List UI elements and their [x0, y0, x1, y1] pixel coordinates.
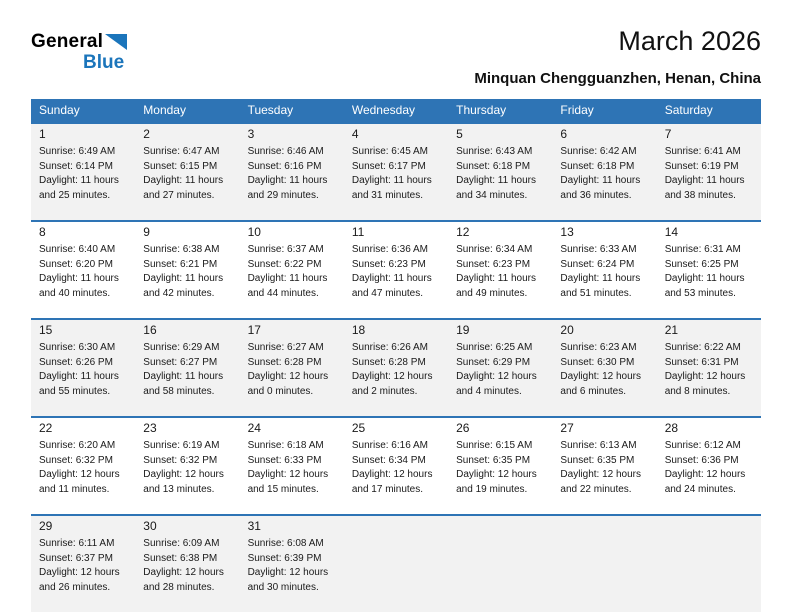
daylight-text: Daylight: 12 hours and 17 minutes. — [351, 469, 433, 495]
sunrise-text: Sunrise: 6:19 AM — [143, 440, 220, 451]
calendar-week-row — [31, 515, 761, 612]
sunrise-text: Sunrise: 6:30 AM — [39, 342, 116, 353]
daylight-text: Daylight: 11 hours and 29 minutes. — [247, 175, 328, 201]
day-number: 4 — [351, 127, 359, 141]
daylight-text: Daylight: 12 hours and 13 minutes. — [143, 469, 224, 495]
day-number: 3 — [247, 127, 255, 141]
sunset-text: Sunset: 6:29 PM — [456, 356, 531, 368]
sunrise-text: Sunrise: 6:15 AM — [456, 440, 533, 451]
sunrise-text: Sunrise: 6:22 AM — [664, 342, 741, 353]
sunset-text: Sunset: 6:15 PM — [143, 160, 218, 172]
sunrise-text: Sunrise: 6:16 AM — [351, 440, 428, 451]
sunrise-text: Sunrise: 6:23 AM — [560, 342, 637, 353]
sunset-text: Sunset: 6:14 PM — [39, 160, 113, 172]
sunset-text: Sunset: 6:25 PM — [664, 258, 739, 270]
calendar-day-cell — [657, 319, 761, 417]
day-number: 24 — [247, 421, 261, 435]
daylight-text: Daylight: 12 hours and 2 minutes. — [351, 371, 433, 397]
day-number: 31 — [247, 519, 261, 533]
sunset-text: Sunset: 6:26 PM — [39, 356, 113, 368]
sunrise-text: Sunrise: 6:36 AM — [351, 244, 428, 255]
sunrise-text: Sunrise: 6:45 AM — [351, 146, 428, 157]
day-number: 1 — [39, 127, 46, 141]
daylight-text: Daylight: 12 hours and 6 minutes. — [560, 371, 642, 397]
day-number: 29 — [39, 519, 53, 533]
day-number: 8 — [39, 225, 46, 239]
sunset-text: Sunset: 6:27 PM — [143, 356, 218, 368]
day-number: 12 — [456, 225, 470, 239]
calendar-day-cell — [448, 417, 552, 515]
calendar-day-cell — [31, 123, 135, 221]
sunset-text: Sunset: 6:35 PM — [560, 454, 635, 466]
calendar-day-cell — [448, 221, 552, 319]
calendar-week-row — [31, 319, 761, 417]
daylight-text: Daylight: 11 hours and 27 minutes. — [143, 175, 224, 201]
calendar-day-cell — [31, 417, 135, 515]
day-number: 10 — [247, 225, 261, 239]
daylight-text: Daylight: 12 hours and 15 minutes. — [247, 469, 329, 495]
sunset-text: Sunset: 6:28 PM — [351, 356, 426, 368]
calendar-day-cell — [657, 417, 761, 515]
logo-text-blue: Blue — [83, 52, 125, 73]
day-number: 6 — [560, 127, 568, 141]
calendar-day-cell — [448, 319, 552, 417]
logo-text-general: General — [31, 31, 104, 52]
sunset-text: Sunset: 6:24 PM — [560, 258, 635, 270]
daylight-text: Daylight: 12 hours and 4 minutes. — [456, 371, 537, 397]
calendar-day-cell — [240, 123, 344, 221]
weekday-header-saturday: Saturday — [657, 99, 761, 123]
day-number: 28 — [664, 421, 679, 435]
sunset-text: Sunset: 6:31 PM — [664, 356, 739, 368]
logo-top-row — [31, 32, 127, 54]
weekday-header-row — [31, 99, 761, 123]
daylight-text: Daylight: 12 hours and 22 minutes. — [560, 469, 642, 495]
calendar-day-cell — [552, 417, 656, 515]
daylight-text: Daylight: 12 hours and 19 minutes. — [456, 469, 537, 495]
sunrise-text: Sunrise: 6:11 AM — [39, 538, 115, 549]
weekday-header-sunday: Sunday — [31, 99, 135, 123]
calendar-day-cell — [657, 221, 761, 319]
day-number: 21 — [664, 323, 679, 337]
day-number: 25 — [351, 421, 366, 435]
sunrise-text: Sunrise: 6:27 AM — [247, 342, 324, 353]
calendar-day-cell — [344, 123, 448, 221]
calendar-day-cell — [240, 319, 344, 417]
sunset-text: Sunset: 6:28 PM — [247, 356, 322, 368]
sunset-text: Sunset: 6:32 PM — [143, 454, 218, 466]
sunrise-text: Sunrise: 6:38 AM — [143, 244, 220, 255]
sunrise-text: Sunrise: 6:13 AM — [560, 440, 637, 451]
daylight-text: Daylight: 11 hours and 38 minutes. — [664, 175, 745, 201]
sunset-text: Sunset: 6:23 PM — [456, 258, 531, 270]
calendar-day-cell — [552, 319, 656, 417]
daylight-text: Daylight: 11 hours and 42 minutes. — [143, 273, 224, 299]
weekday-header-wednesday: Wednesday — [344, 99, 448, 123]
day-number: 26 — [456, 421, 470, 435]
sunset-text: Sunset: 6:21 PM — [143, 258, 218, 270]
sunrise-text: Sunrise: 6:46 AM — [247, 146, 324, 157]
daylight-text: Daylight: 11 hours and 31 minutes. — [351, 175, 432, 201]
daylight-text: Daylight: 12 hours and 30 minutes. — [247, 567, 329, 593]
daylight-text: Daylight: 11 hours and 44 minutes. — [247, 273, 328, 299]
sunset-text: Sunset: 6:22 PM — [247, 258, 322, 270]
title-block — [474, 26, 761, 87]
day-number: 9 — [143, 225, 150, 239]
sunset-text: Sunset: 6:18 PM — [560, 160, 635, 172]
calendar-week-row — [31, 221, 761, 319]
sunrise-text: Sunrise: 6:34 AM — [456, 244, 533, 255]
day-number: 16 — [143, 323, 157, 337]
sunrise-text: Sunrise: 6:37 AM — [247, 244, 324, 255]
calendar-day-cell — [135, 515, 239, 612]
calendar-day-cell — [240, 515, 344, 612]
sunrise-text: Sunrise: 6:08 AM — [247, 538, 324, 549]
daylight-text: Daylight: 12 hours and 28 minutes. — [143, 567, 224, 593]
sunrise-text: Sunrise: 6:20 AM — [39, 440, 116, 451]
day-number: 2 — [143, 127, 150, 141]
calendar-location: Minquan Chengguanzhen, Henan, China — [474, 70, 761, 87]
sunset-text: Sunset: 6:18 PM — [456, 160, 531, 172]
sunrise-text: Sunrise: 6:47 AM — [143, 146, 220, 157]
daylight-text: Daylight: 12 hours and 26 minutes. — [39, 567, 120, 593]
sunset-text: Sunset: 6:16 PM — [247, 160, 322, 172]
calendar-day-cell — [135, 417, 239, 515]
calendar-day-cell — [552, 221, 656, 319]
calendar-week-row — [31, 123, 761, 221]
day-number: 27 — [560, 421, 574, 435]
calendar-day-cell — [657, 123, 761, 221]
daylight-text: Daylight: 12 hours and 0 minutes. — [247, 371, 329, 397]
weekday-header-friday: Friday — [552, 99, 656, 123]
sunset-text: Sunset: 6:23 PM — [351, 258, 426, 270]
daylight-text: Daylight: 11 hours and 51 minutes. — [560, 273, 641, 299]
daylight-text: Daylight: 12 hours and 24 minutes. — [664, 469, 746, 495]
day-number: 14 — [664, 225, 679, 239]
calendar-day-cell — [344, 221, 448, 319]
sunset-text: Sunset: 6:20 PM — [39, 258, 113, 270]
day-number: 18 — [351, 323, 366, 337]
daylight-text: Daylight: 11 hours and 40 minutes. — [39, 273, 119, 299]
daylight-text: Daylight: 11 hours and 53 minutes. — [664, 273, 745, 299]
day-number: 11 — [351, 225, 365, 239]
day-number: 30 — [143, 519, 157, 533]
sunset-text: Sunset: 6:34 PM — [351, 454, 426, 466]
calendar-week-row — [31, 417, 761, 515]
daylight-text: Daylight: 12 hours and 8 minutes. — [664, 371, 746, 397]
day-number: 22 — [39, 421, 53, 435]
daylight-text: Daylight: 11 hours and 47 minutes. — [351, 273, 432, 299]
sunrise-text: Sunrise: 6:18 AM — [247, 440, 324, 451]
sunrise-text: Sunrise: 6:42 AM — [560, 146, 637, 157]
daylight-text: Daylight: 11 hours and 36 minutes. — [560, 175, 641, 201]
sunrise-text: Sunrise: 6:41 AM — [664, 146, 741, 157]
daylight-text: Daylight: 11 hours and 49 minutes. — [456, 273, 536, 299]
sunrise-text: Sunrise: 6:09 AM — [143, 538, 220, 549]
daylight-text: Daylight: 11 hours and 58 minutes. — [143, 371, 224, 397]
sunset-text: Sunset: 6:19 PM — [664, 160, 739, 172]
calendar-day-cell — [448, 123, 552, 221]
sunrise-text: Sunrise: 6:43 AM — [456, 146, 533, 157]
day-number: 23 — [143, 421, 157, 435]
sunrise-text: Sunrise: 6:12 AM — [664, 440, 741, 451]
sunrise-text: Sunrise: 6:49 AM — [39, 146, 116, 157]
sunset-text: Sunset: 6:30 PM — [560, 356, 635, 368]
calendar-day-cell — [31, 319, 135, 417]
calendar-day-cell — [31, 221, 135, 319]
sunrise-text: Sunrise: 6:40 AM — [39, 244, 116, 255]
sunrise-text: Sunrise: 6:33 AM — [560, 244, 637, 255]
weekday-header-monday: Monday — [135, 99, 239, 123]
sunrise-text: Sunrise: 6:25 AM — [456, 342, 533, 353]
daylight-text: Daylight: 11 hours and 55 minutes. — [39, 371, 119, 397]
calendar-day-cell — [135, 319, 239, 417]
sunrise-text: Sunrise: 6:29 AM — [143, 342, 220, 353]
sunset-text: Sunset: 6:32 PM — [39, 454, 113, 466]
day-number: 20 — [560, 323, 574, 337]
day-number: 19 — [456, 323, 470, 337]
weekday-header-tuesday: Tuesday — [240, 99, 344, 123]
calendar-empty-cell — [344, 515, 448, 612]
sunset-text: Sunset: 6:36 PM — [664, 454, 739, 466]
day-number: 17 — [247, 323, 261, 337]
logo-triangle-icon — [105, 34, 127, 54]
weekday-header-thursday: Thursday — [448, 99, 552, 123]
calendar-empty-cell — [657, 515, 761, 612]
calendar-day-cell — [344, 319, 448, 417]
general-blue-logo — [31, 26, 127, 72]
calendar-empty-cell — [448, 515, 552, 612]
sunrise-text: Sunrise: 6:31 AM — [664, 244, 741, 255]
calendar-table — [31, 99, 761, 612]
sunset-text: Sunset: 6:33 PM — [247, 454, 322, 466]
sunrise-text: Sunrise: 6:26 AM — [351, 342, 428, 353]
calendar-day-cell — [240, 221, 344, 319]
calendar-day-cell — [31, 515, 135, 612]
page-header — [31, 26, 761, 87]
day-number: 13 — [560, 225, 574, 239]
calendar-month-title: March 2026 — [618, 26, 761, 56]
calendar-day-cell — [552, 123, 656, 221]
day-number: 5 — [456, 127, 463, 141]
sunset-text: Sunset: 6:38 PM — [143, 552, 218, 564]
daylight-text: Daylight: 12 hours and 11 minutes. — [39, 469, 120, 495]
sunset-text: Sunset: 6:17 PM — [351, 160, 426, 172]
day-number: 15 — [39, 323, 53, 337]
calendar-day-cell — [240, 417, 344, 515]
calendar-day-cell — [135, 221, 239, 319]
sunset-text: Sunset: 6:35 PM — [456, 454, 531, 466]
calendar-empty-cell — [552, 515, 656, 612]
calendar-day-cell — [135, 123, 239, 221]
daylight-text: Daylight: 11 hours and 25 minutes. — [39, 175, 119, 201]
sunset-text: Sunset: 6:39 PM — [247, 552, 322, 564]
daylight-text: Daylight: 11 hours and 34 minutes. — [456, 175, 536, 201]
calendar-day-cell — [344, 417, 448, 515]
day-number: 7 — [664, 127, 672, 141]
calendar-body — [31, 123, 761, 612]
sunset-text: Sunset: 6:37 PM — [39, 552, 113, 564]
